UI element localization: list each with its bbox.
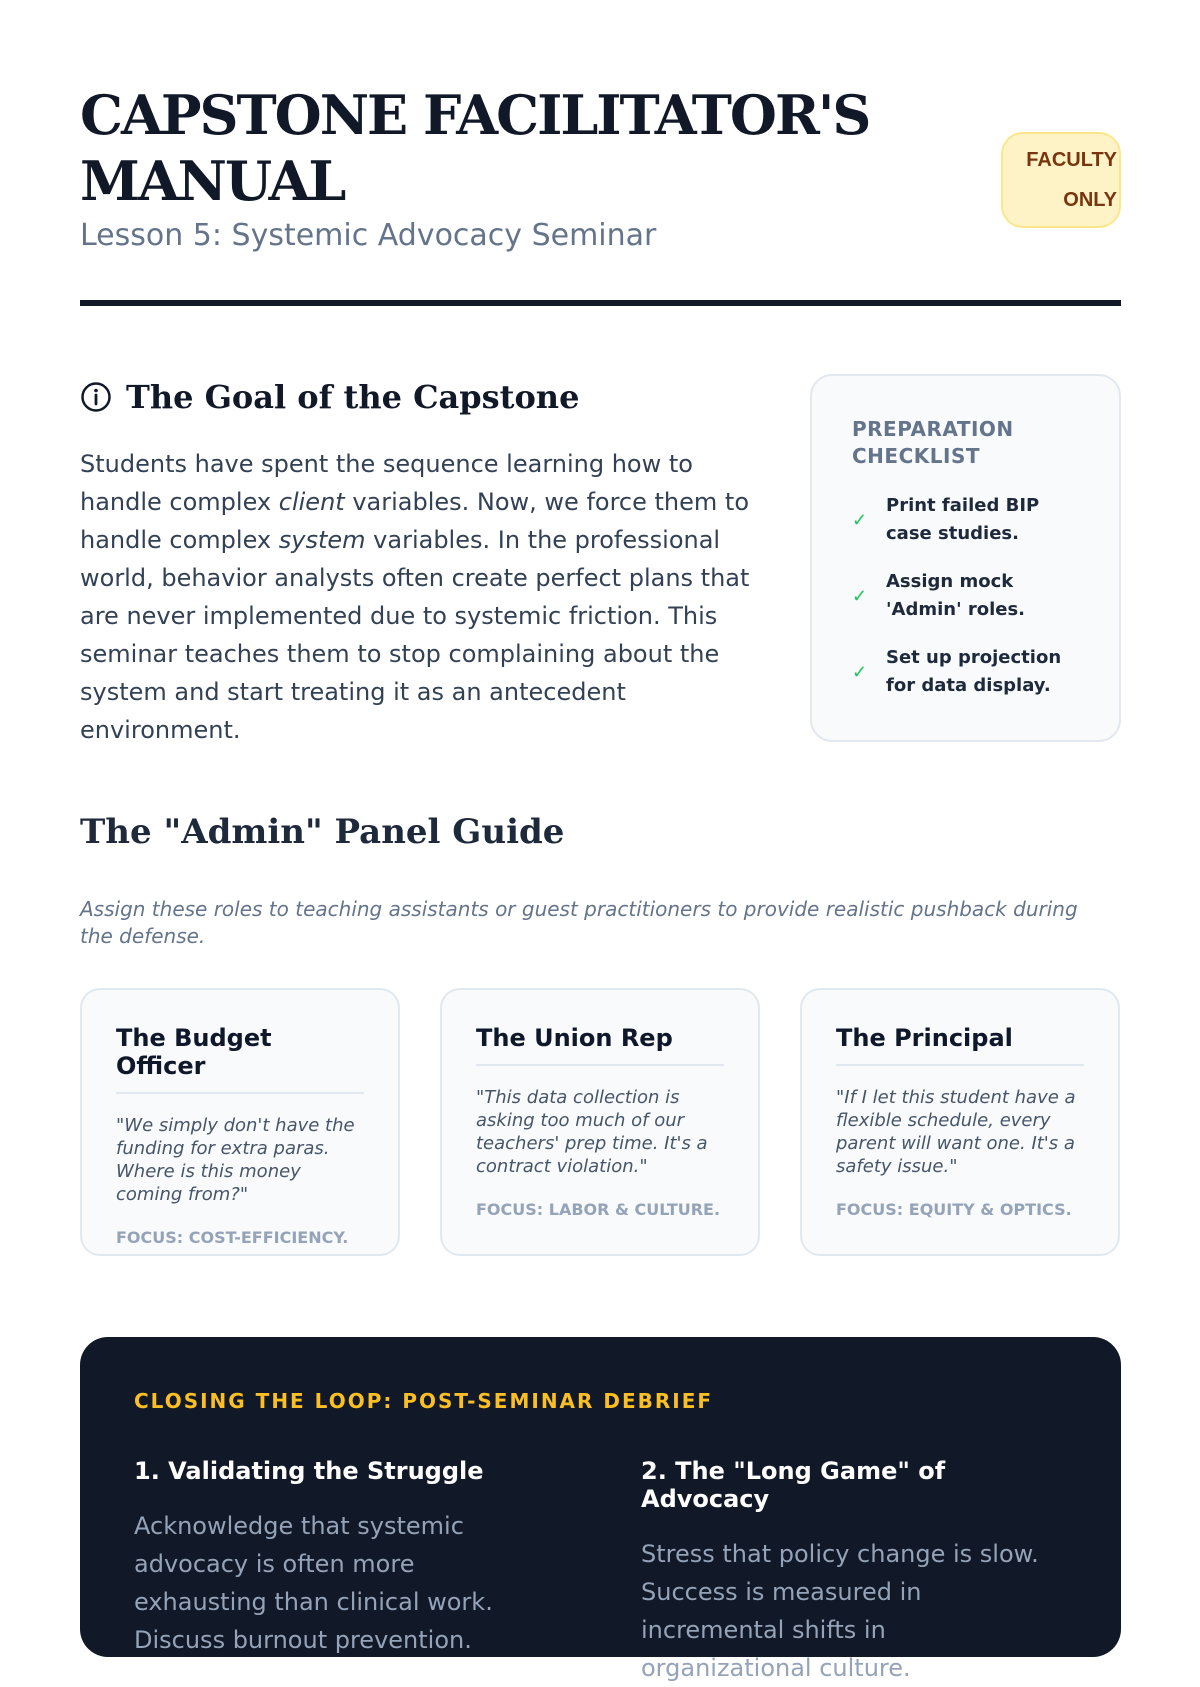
checklist-item (852, 568, 1089, 624)
role-card-principal (800, 988, 1120, 1256)
role-card-budget-officer (80, 988, 400, 1256)
checkmark-icon: ✓ (852, 585, 868, 606)
admin-panel-heading: The "Admin" Panel Guide (80, 812, 565, 852)
debrief-column-heading: 1. Validating the Struggle (134, 1457, 484, 1485)
goal-heading-text: The Goal of the Capstone (126, 378, 580, 416)
checklist-item-text: Print failed BIP case studies. (886, 495, 1040, 544)
checkmark-icon: ✓ (852, 661, 868, 682)
debrief-panel (80, 1337, 1121, 1682)
goal-emphasis-client: client (278, 488, 345, 516)
role-quote: "This data collection is asking too much of our teachers' prep time. It's a contract violation." (476, 1087, 708, 1177)
goal-text-3: variables. In the professional world, behavior analysts often create perfect plans that are never implemented due to systemic friction. This seminar teaches them to stop complaining about the system and start treating it as an antecedent environment. (80, 526, 750, 744)
debrief-title: CLOSING THE LOOP: POST-SEMINAR DEBRIEF (134, 1389, 714, 1413)
role-focus: FOCUS: LABOR & CULTURE. (476, 1200, 721, 1219)
role-name: The Union Rep (476, 1024, 724, 1066)
checklist-title: PREPARATION CHECKLIST (852, 417, 1014, 468)
header-divider (80, 300, 1121, 306)
info-icon (80, 381, 112, 413)
page-header (80, 82, 1121, 304)
page-title: CAPSTONE FACILITATOR'S MANUAL (80, 83, 870, 213)
admin-panel-intro: Assign these roles to teaching assistants or guest practitioners to provide realistic pushback during the defense. (80, 897, 1078, 948)
preparation-checklist (810, 374, 1121, 742)
faculty-only-badge: FACULTY ONLY (1001, 132, 1121, 228)
role-quote: "If I let this student have a flexible schedule, every parent will want one. It's a safety issue." (836, 1087, 1076, 1177)
checklist-item-text: Assign mock 'Admin' roles. (886, 571, 1026, 620)
checklist-items (852, 492, 1089, 700)
checklist-item-text: Set up projection for data display. (886, 647, 1062, 696)
role-card-union-rep (440, 988, 760, 1256)
checkmark-icon: ✓ (852, 509, 868, 530)
goal-emphasis-system: system (278, 526, 366, 554)
goal-text-1: Students have spent the sequence learning how to handle complex (80, 450, 693, 516)
debrief-column-validating (134, 1457, 554, 1659)
checklist-item (852, 492, 1089, 548)
role-focus: FOCUS: COST-EFFICIENCY. (116, 1228, 349, 1247)
debrief-column-body: Acknowledge that systemic advocacy is often more exhausting than clinical work. Discuss burnout prevention. (134, 1512, 493, 1654)
goal-heading (80, 378, 579, 416)
checklist-item (852, 644, 1089, 700)
debrief-column-long-game (641, 1457, 1061, 1687)
debrief-column-body: Stress that policy change is slow. Success is measured in incremental shifts in organizational culture. (641, 1540, 1039, 1682)
debrief-column-heading: 2. The "Long Game" of Advocacy (641, 1457, 946, 1513)
manual-page (80, 0, 1121, 1682)
role-quote: "We simply don't have the funding for extra paras. Where is this money coming from?" (116, 1115, 355, 1205)
page-subtitle: Lesson 5: Systemic Advocacy Seminar (80, 218, 657, 253)
goal-paragraph (80, 445, 760, 749)
goal-text-2: variables. Now, we force them to handle complex (80, 488, 749, 554)
role-name: The Principal (836, 1024, 1084, 1066)
role-focus: FOCUS: EQUITY & OPTICS. (836, 1200, 1072, 1219)
role-name: The Budget Officer (116, 1024, 364, 1094)
